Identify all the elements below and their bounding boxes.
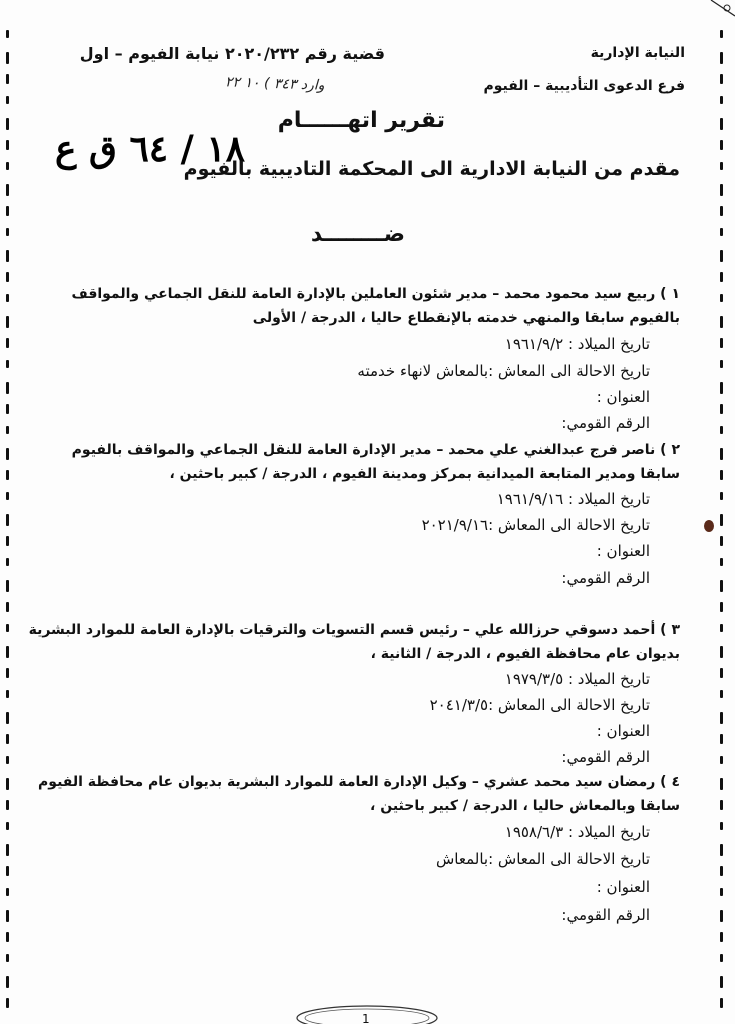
edge-mark <box>6 272 9 282</box>
edge-mark <box>720 778 723 790</box>
edge-mark <box>720 470 723 480</box>
edge-mark <box>720 492 723 500</box>
defendant-4-line1: ٤ ) رمضان سيد محمد عشري – وكيل الإدارة العامة للموارد البشرية بديوان عام محافظة الفيوم <box>38 774 680 790</box>
edge-mark <box>720 734 723 744</box>
edge-mark <box>720 536 723 546</box>
edge-mark <box>6 448 9 460</box>
edge-mark <box>720 272 723 282</box>
case-number: قضية رقم ٢٠٢٠/٢٣٢ نيابة الفيوم – اول <box>79 44 385 63</box>
edge-mark <box>720 426 723 434</box>
edge-mark <box>720 602 723 612</box>
edge-mark <box>720 316 723 328</box>
edge-mark <box>720 932 723 942</box>
edge-mark <box>6 624 9 632</box>
edge-mark <box>6 668 9 678</box>
edge-mark <box>6 954 9 962</box>
edge-mark <box>720 228 723 236</box>
defendant-3-retirement: تاريخ الاحالة الى المعاش :٢٠٤١/٣/٥ <box>429 696 650 714</box>
edge-mark <box>6 294 9 302</box>
defendant-1-address: العنوان : <box>596 388 650 406</box>
edge-mark <box>6 426 9 434</box>
edge-mark <box>6 184 9 196</box>
edge-mark <box>6 360 9 368</box>
defendant-3-line2: بديوان عام محافظة الفيوم ، الدرجة / الثانية ، <box>370 646 680 662</box>
defendant-2-birth-date: تاريخ الميلاد : ١٩٦١/٩/١٦ <box>496 490 650 508</box>
against-label: ضــــــــد <box>310 222 405 247</box>
defendant-1-birth-date: تاريخ الميلاد : ١٩٦١/٩/٢ <box>504 335 650 353</box>
edge-mark <box>6 558 9 566</box>
edge-mark <box>720 954 723 962</box>
edge-mark <box>6 338 9 348</box>
edge-mark <box>6 646 9 658</box>
edge-mark <box>6 866 9 876</box>
edge-mark <box>720 338 723 348</box>
edge-mark <box>720 184 723 196</box>
edge-mark <box>6 470 9 480</box>
page-number: 1 <box>362 1012 370 1026</box>
edge-mark <box>6 162 9 170</box>
defendant-4-address: العنوان : <box>596 878 650 896</box>
court-case-stamp: ١٨ / ٦٤ ق ع <box>54 128 245 170</box>
edge-mark <box>6 910 9 922</box>
edge-mark <box>720 866 723 876</box>
edge-mark <box>720 294 723 302</box>
defendant-3-address: العنوان : <box>596 722 650 740</box>
edge-mark <box>6 30 9 38</box>
edge-mark <box>6 822 9 830</box>
edge-mark <box>720 822 723 830</box>
defendant-2-line1: ٢ ) ناصر فرج عبدالغني علي محمد – مدير الإدارة العامة للنقل الجماعي والمواقف بالفيوم <box>71 442 680 458</box>
edge-mark <box>6 228 9 236</box>
defendant-2-line2: سابقا ومدير المتابعة الميدانية بمركز ومدينة الفيوم ، الدرجة / كبير باحثين ، <box>169 466 680 482</box>
edge-mark <box>720 580 723 592</box>
edge-mark <box>6 734 9 744</box>
edge-mark <box>720 250 723 262</box>
edge-mark <box>720 910 723 922</box>
defendant-2-address: العنوان : <box>596 542 650 560</box>
edge-mark <box>720 118 723 130</box>
edge-mark <box>6 514 9 526</box>
edge-mark <box>6 998 9 1008</box>
edge-mark <box>720 52 723 64</box>
defendant-4-line2: سابقا وبالمعاش حاليا ، الدرجة / كبير باحثين ، <box>370 798 680 814</box>
edge-mark <box>720 30 723 38</box>
edge-mark <box>6 888 9 896</box>
edge-mark <box>6 206 9 216</box>
ink-blot <box>704 520 714 532</box>
edge-mark <box>720 690 723 698</box>
edge-mark <box>6 140 9 150</box>
edge-mark <box>720 514 723 526</box>
edge-mark <box>720 800 723 810</box>
edge-mark <box>720 668 723 678</box>
edge-mark <box>6 536 9 546</box>
edge-mark <box>6 74 9 84</box>
edge-mark <box>6 96 9 104</box>
defendant-1-line2: بالفيوم سابقا والمنهي خدمته بالإنقطاع حاليا ، الدرجة / الأولى <box>252 310 680 326</box>
edge-mark <box>6 52 9 64</box>
edge-mark <box>720 712 723 724</box>
defendant-1-retirement: تاريخ الاحالة الى المعاش :بالمعاش لانهاء خدمته <box>357 362 650 380</box>
edge-mark <box>720 404 723 414</box>
edge-mark <box>6 800 9 810</box>
edge-mark <box>6 690 9 698</box>
edge-mark <box>6 844 9 856</box>
defendant-3-line1: ٣ ) أحمد دسوقي حرزالله علي – رئيس قسم التسويات والترقيات بالإدارة العامة للموارد البشرية <box>28 622 680 638</box>
corner-fold-line <box>707 0 735 20</box>
edge-mark <box>6 602 9 612</box>
defendant-4-national-id: الرقم القومي: <box>561 906 650 924</box>
defendant-2-national-id: الرقم القومي: <box>561 569 650 587</box>
edge-mark <box>720 74 723 84</box>
edge-mark <box>6 382 9 394</box>
defendant-1-line1: ١ ) ربيع سيد محمود محمد – مدير شئون العاملين بالإدارة العامة للنقل الجماعي والمواقف <box>71 286 680 302</box>
report-subtitle: مقدم من النيابة الادارية الى المحكمة التاديبية بالفيوم <box>183 158 680 180</box>
edge-mark <box>720 448 723 460</box>
edge-mark <box>720 844 723 856</box>
edge-mark <box>6 756 9 764</box>
edge-mark <box>6 778 9 790</box>
defendant-3-national-id: الرقم القومي: <box>561 748 650 766</box>
edge-mark <box>720 646 723 658</box>
defendant-1-national-id: الرقم القومي: <box>561 414 650 432</box>
edge-mark <box>720 888 723 896</box>
edge-mark <box>6 492 9 500</box>
edge-mark <box>6 316 9 328</box>
edge-mark <box>720 140 723 150</box>
edge-mark <box>6 580 9 592</box>
edge-mark <box>6 118 9 130</box>
edge-mark <box>720 558 723 566</box>
report-title: تقرير اتهــــــام <box>277 108 445 133</box>
edge-mark <box>720 976 723 988</box>
edge-mark <box>720 360 723 368</box>
edge-mark <box>6 712 9 724</box>
defendant-3-birth-date: تاريخ الميلاد : ١٩٧٩/٣/٥ <box>504 670 650 688</box>
edge-mark <box>6 976 9 988</box>
edge-mark <box>6 932 9 942</box>
branch-name: فرع الدعوى التأديبية – الفيوم <box>483 78 685 94</box>
edge-mark <box>720 206 723 216</box>
edge-mark <box>720 96 723 104</box>
defendant-2-retirement: تاريخ الاحالة الى المعاش :٢٠٢١/٩/١٦ <box>421 516 650 534</box>
defendant-4-birth-date: تاريخ الميلاد : ١٩٥٨/٦/٣ <box>504 823 650 841</box>
defendant-4-retirement: تاريخ الاحالة الى المعاش :بالمعاش <box>435 850 650 868</box>
edge-mark <box>720 624 723 632</box>
edge-mark <box>720 162 723 170</box>
handwritten-reference: وارد ٣٤٣ ) ١٠ ٢٢ <box>225 74 326 94</box>
edge-mark <box>6 250 9 262</box>
edge-mark <box>720 382 723 394</box>
edge-mark <box>720 756 723 764</box>
edge-mark <box>720 998 723 1008</box>
edge-mark <box>6 404 9 414</box>
authority-name: النيابة الإدارية <box>590 45 685 61</box>
